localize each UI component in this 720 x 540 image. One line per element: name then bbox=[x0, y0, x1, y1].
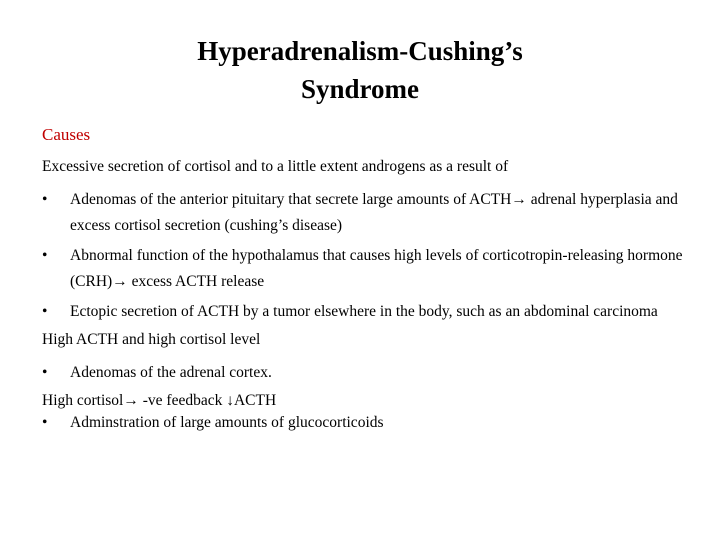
adrenal-list bbox=[42, 360, 692, 386]
intro-text: Excessive secretion of cortisol and to a little extent androgens as a result of bbox=[42, 158, 509, 175]
bullet-icon: • bbox=[42, 303, 48, 320]
list-item bbox=[42, 412, 692, 434]
list-item-text: Adminstration of large amounts of glucocorticoids bbox=[70, 414, 384, 431]
title-line-1: Hyperadrenalism-Cushing’s bbox=[197, 36, 523, 66]
bullet-icon: • bbox=[42, 414, 48, 431]
causes-list bbox=[42, 187, 692, 325]
list-item bbox=[42, 360, 692, 386]
list-item bbox=[42, 243, 692, 295]
bullet-icon: • bbox=[42, 191, 48, 208]
list-item bbox=[42, 299, 692, 325]
summary-line-2: High cortisol→ -ve feedback ↓ACTH bbox=[42, 392, 277, 409]
slide-body bbox=[42, 124, 692, 434]
iatrogenic-list bbox=[42, 412, 692, 434]
section-heading: Causes bbox=[42, 125, 91, 144]
title-line-2: Syndrome bbox=[300, 74, 420, 104]
bullet-icon: • bbox=[42, 364, 48, 381]
summary-line-1: High ACTH and high cortisol level bbox=[42, 331, 261, 348]
slide-title bbox=[0, 32, 720, 108]
list-item-text: Adenomas of the adrenal cortex. bbox=[70, 364, 272, 381]
list-item-text: Ectopic secretion of ACTH by a tumor elsewhere in the body, such as an abdominal carcinoma bbox=[70, 303, 658, 320]
list-item-text: Abnormal function of the hypothalamus that causes high levels of corticotropin-releasing hormone (CRH)→ excess ACTH release bbox=[70, 247, 683, 290]
bullet-icon: • bbox=[42, 247, 48, 264]
list-item-text: Adenomas of the anterior pituitary that secrete large amounts of ACTH→ adrenal hyperplasia and excess cortisol secretion (cushing’s disease) bbox=[70, 191, 678, 234]
list-item bbox=[42, 187, 692, 239]
